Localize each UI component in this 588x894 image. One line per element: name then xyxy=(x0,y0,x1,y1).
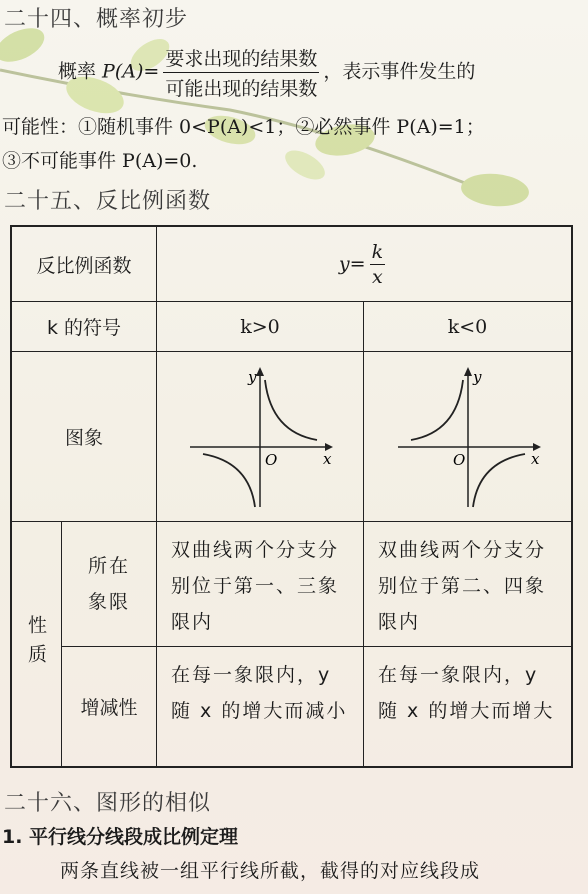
branch-q2 xyxy=(411,380,463,440)
y-axis-arrow xyxy=(464,367,472,376)
x-axis-label: x xyxy=(530,449,539,468)
row3-label: 图象 xyxy=(12,352,157,522)
hyperbola-plot-positive xyxy=(185,362,335,512)
origin-label: O xyxy=(452,450,465,469)
prob-fraction-numerator: 要求出现的结果数 xyxy=(163,44,319,73)
formula-cell xyxy=(157,227,571,302)
quadrant-positive: 双曲线两个分支分别位于第一、三象限内 xyxy=(157,522,364,647)
subsection-1-title: 1. 平行线分线段成比例定理 xyxy=(2,826,239,848)
graph-k-negative xyxy=(364,352,571,522)
branch-q1 xyxy=(265,380,317,440)
hyperbola-plot-negative xyxy=(393,362,543,512)
branch-q4 xyxy=(473,454,525,507)
section-24-heading: 二十四、概率初步 xyxy=(4,7,189,32)
monotonic-label: 增减性 xyxy=(62,647,157,766)
prob-fraction-denominator: 可能出现的结果数 xyxy=(165,78,318,100)
property-label-cell xyxy=(12,522,62,766)
y-axis-label: y xyxy=(248,367,257,386)
prob-suffix: ，表示事件发生的 xyxy=(323,60,476,83)
prob-fraction xyxy=(163,44,319,101)
subsection-1-text: 两条直线被一组平行线所截，截得的对应线段成 xyxy=(60,860,481,882)
section-26-heading: 二十六、图形的相似 xyxy=(4,791,212,816)
quadrant-label: 所在象限 xyxy=(62,522,157,647)
row2-label: k 的符号 xyxy=(12,302,157,352)
k-positive: k>0 xyxy=(157,302,364,352)
probability-definition xyxy=(58,44,475,101)
origin-label: O xyxy=(265,450,278,469)
y-axis-label: y xyxy=(472,367,481,386)
section-25-heading: 二十五、反比例函数 xyxy=(4,189,212,214)
graph-k-positive xyxy=(157,352,364,522)
branch-q3 xyxy=(203,454,255,507)
monotonic-positive: 在每一象限内，y 随 x 的增大而减小 xyxy=(157,647,364,766)
inverse-proportion-table xyxy=(10,225,573,768)
monotonic-negative: 在每一象限内，y 随 x 的增大而增大 xyxy=(378,664,555,722)
y-axis-arrow xyxy=(256,367,264,376)
probability-line-3: ③不可能事件 P(A)=0. xyxy=(2,150,198,172)
formula-numerator: k xyxy=(371,240,384,263)
formula-lhs: y= xyxy=(338,253,366,275)
x-axis-label: x xyxy=(323,449,332,468)
property-label: 性质 xyxy=(25,615,47,673)
probability-line-2: 可能性：①随机事件 0<P(A)<1；②必然事件 P(A)=1； xyxy=(2,116,485,138)
k-negative: k<0 xyxy=(364,302,571,352)
formula-fraction xyxy=(370,241,386,288)
prob-expression: P(A)= xyxy=(102,60,160,83)
quadrant-negative: 双曲线两个分支分别位于第二、四象限内 xyxy=(364,522,571,647)
prob-prefix: 概率 xyxy=(58,60,103,83)
formula-denominator: x xyxy=(371,265,383,288)
row1-label: 反比例函数 xyxy=(12,227,157,302)
